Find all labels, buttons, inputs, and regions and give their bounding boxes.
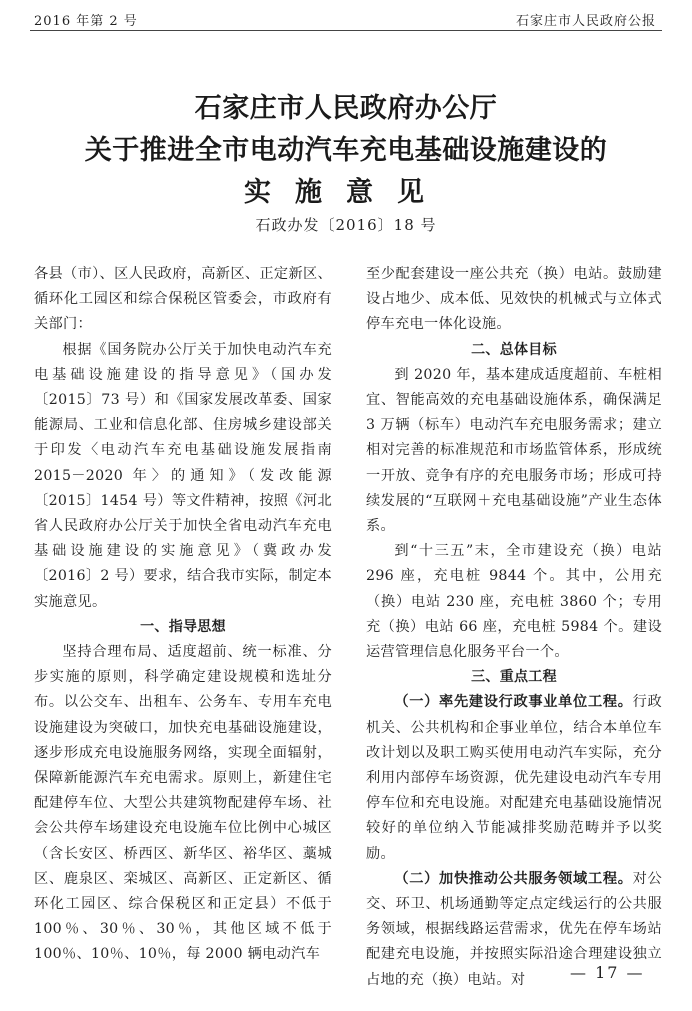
- salutation: 各县（市）、区人民政府，高新区、正定新区、循环化工园区和综合保税区管委会，市政府有关部门：: [34, 266, 332, 333]
- paragraph-guiding-thought: 坚持合理布局、适度超前、统一标准、分步实施的原则，科学确定建设规模和选址分布。以公交车、出租车、公务车、专用车充电设施建设为突破口，加快充电基础设施建设，逐步形成充电设施服务网络，实现全面辐射，保障新能源汽车充电需求。原则上，新建住宅配建停车位、大型公共建筑物配建停车场、社会公共停车场建设充电设施车位比例中心城区（含长安区、桥西区、新华区、裕华区、藁城区、鹿泉区、栾城区、高新区、正定新区、循环化工园区、综合保税区和正定县）不低于 100％、30％、30％，其他区域不低于 100％、10％、10％，每 2000 辆电动汽车: [34, 644, 332, 963]
- publication-name: 石家庄市人民政府公报: [515, 14, 656, 29]
- paragraph-basis: 根据《国务院办公厅关于加快电动汽车充电基础设施建设的指导意见》（国办发〔2015〕73 号）和《国家发展改革委、国家能源局、工业和信息化部、住房城乡建设部关于印发〈电动汽车充电基础设施发展指南 2015－2020 年〉的通知》（发改能源〔2015〕1454 号）等文件精神，按照《河北省人民政府办公厅关于加快全省电动汽车充电基础设施建设的实施意见》（冀政办发〔2016〕2 号）要求，结合我市实际，制定本实施意见。: [34, 341, 332, 610]
- paragraph-project-1: [366, 690, 662, 866]
- issue-label: 2016 年第 2 号: [34, 14, 138, 29]
- section-heading-3: 三、重点工程: [471, 669, 557, 686]
- project-2-text: 对公交、环卫、机场通勤等定点定线运行的公共服务领域，根据线路运营需求，优先在停车场站配建充电设施，并按照实际沿途合理建设独立占地的充（换）电站。对: [366, 870, 662, 988]
- header-rule: [30, 30, 662, 31]
- subheading-2: （二）加快推动公共服务领域工程。: [394, 870, 633, 887]
- subheading-1: （一）率先建设行政事业单位工程。: [394, 694, 633, 711]
- paragraph-goal-2020: 到 2020 年，基本建成适度超前、车桩相宜、智能高效的充电基础设施体系，确保满足 3 万辆（标车）电动汽车充电服务需求；建立相对完善的标准规范和市场监管体系，形成统一开放、竞争有序的充电服务市场；形成可持续发展的“互联网＋充电基础设施”产业生态体系。: [366, 366, 662, 535]
- paragraph-continued: 至少配套建设一座公共充（换）电站。鼓励建设占地少、成本低、见效快的机械式与立体式停车充电一体化设施。: [366, 266, 662, 333]
- title-line-3: 实施意见: [244, 177, 448, 208]
- section-heading-2: 二、总体目标: [471, 341, 557, 358]
- document-number: 石政办发〔2016〕18 号: [255, 216, 437, 234]
- left-column: [34, 262, 332, 968]
- title-line-2: 关于推进全市电动汽车充电基础设施建设的: [84, 135, 608, 166]
- project-1-text: 行政机关、公共机构和企事业单位，结合本单位车改计划以及职工购买使用电动汽车实际，充分利用内部停车场资源，优先建设电动汽车专用停车位和充电设施。对配建充电基础设施情况较好的单位纳入节能减排奖励范畴并予以奖励。: [366, 694, 662, 862]
- page-number: — 17 —: [570, 963, 645, 982]
- paragraph-goal-13th: 到“十三五”末，全市建设充（换）电站 296 座，充电桩 9844 个。其中，公用充（换）电站 230 座，充电桩 3860 个；专用充（换）电站 66 座，充电桩 5984 个。建设运营管理信息化服务平台一个。: [366, 543, 662, 661]
- title-line-1: 石家庄市人民政府办公厅: [194, 93, 498, 124]
- right-column: [366, 262, 662, 993]
- section-heading-1: 一、指导思想: [140, 618, 226, 635]
